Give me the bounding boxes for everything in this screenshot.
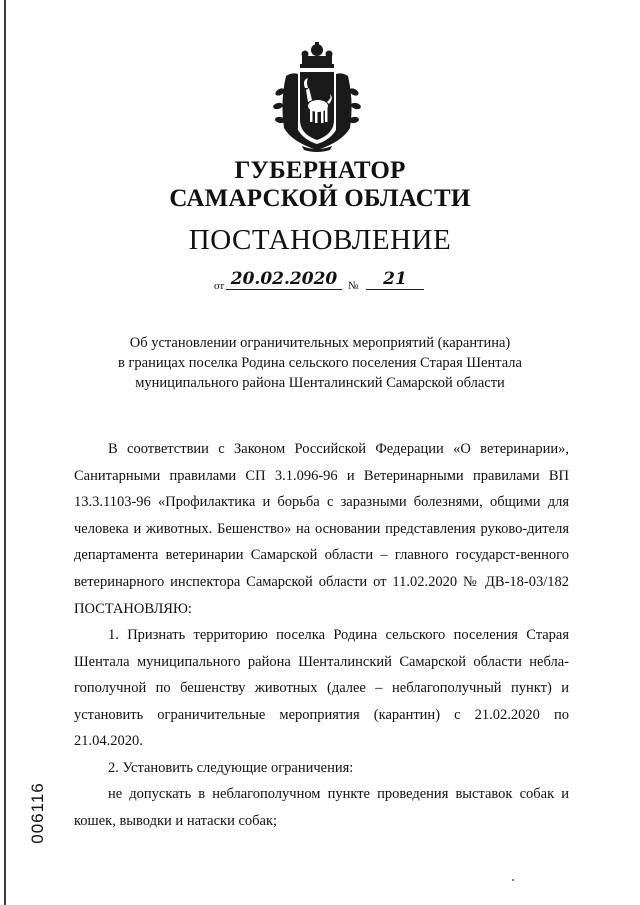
margin-serial-number [28,768,48,858]
item-1-paragraph: 1. Признать территорию поселка Родина сельского поселения Старая Шентала муниципального района Шенталинский Самарской области небла-гополучной по бешенству животных (далее – неблагополучный пункт) и установить ограничительные мероприятия (карантин) с 21.02.2020 по 21.04.2020. [74,627,569,750]
page-edge [4,0,6,905]
date-label: от [214,280,225,292]
scan-speck [512,879,514,881]
document-type: ПОСТАНОВЛЕНИЕ [188,224,452,256]
subject-line: в границах поселка Родина сельского поселения Старая Шентала [118,355,522,371]
document-subject [90,333,550,393]
number-label: № [348,280,359,292]
authority-title: ГУБЕРНАТОР [234,157,406,184]
document-date: 20.02.2020 [226,269,342,290]
preamble-paragraph: В соответствии с Законом Российской Федерации «О ветеринарии», Санитарными правилами СП 3.1.096-96 и Ветеринарными правилами ВП 13.3.1103-96 «Профилактика и борьба с заразными болезнями, общими для человека и животных. Бешенство» на основании представления руково-дителя департамента ветеринарии Самарской области – главного государст-венного ветеринарного инспектора Самарской области от 11.02.2020 № ДВ-18-03/182 ПОСТАНОВЛЯЮ: [74,441,569,617]
item-2-paragraph: 2. Установить следующие ограничения: [108,760,354,776]
item-2-restriction-1: не допускать в неблагополучном пункте проведения выставок собак и кошек, выводки и натаски собак; [74,786,569,829]
subject-line: Об установлении ограничительных мероприятий (карантина) [129,335,511,351]
date-number-line [200,271,440,295]
margin-serial-text: 006116 [28,782,47,844]
authority-region: САМАРСКОЙ ОБЛАСТИ [169,185,471,212]
coat-of-arms-icon [272,42,362,154]
subject-line: муниципального района Шенталинский Самарской области [135,375,505,391]
document-number: 21 [366,269,424,290]
